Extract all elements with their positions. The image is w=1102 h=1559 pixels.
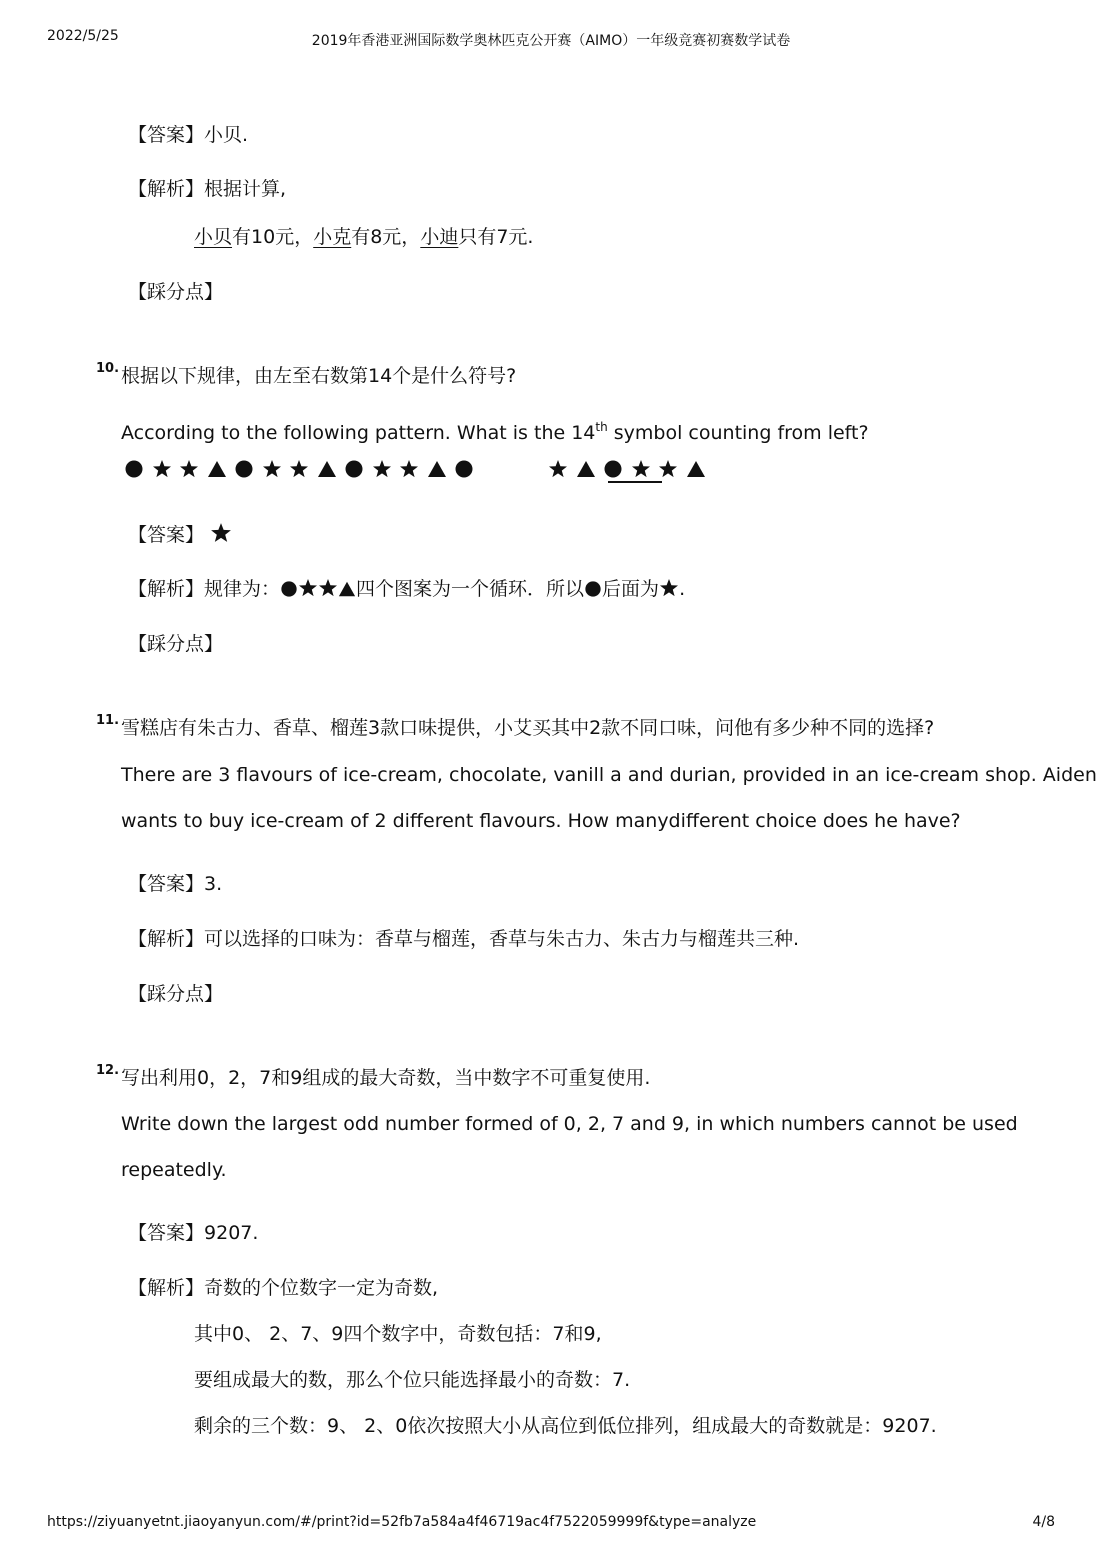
star-icon — [658, 459, 678, 479]
circle-icon — [454, 459, 474, 479]
q12-analysis-step-1: 其中0、 2、7、9四个数字中，奇数包括：7和9, — [194, 1323, 602, 1345]
answer-label: 【答案】 — [128, 524, 205, 546]
q12-answer-text: 9207. — [204, 1222, 259, 1244]
q10-points-line — [128, 632, 223, 656]
q10-en-part1: According to the following pattern. What is the 14 — [121, 422, 596, 444]
star-icon — [289, 459, 309, 479]
question-number: 10. — [96, 361, 120, 376]
q11-answer-line — [128, 872, 222, 896]
points-label: 【踩分点】 — [128, 983, 224, 1005]
q11-analysis-text: 可以选择的口味为：香草与榴莲，香草与朱古力、朱古力与榴莲共三种. — [204, 928, 800, 950]
q12-answer-line — [128, 1221, 258, 1245]
q10-analysis-2: 四个图案为一个循环．所以 — [356, 578, 585, 600]
answer-label: 【答案】 — [128, 873, 205, 895]
circle-icon — [584, 580, 602, 598]
q12-question-en-2: repeatedly. — [121, 1159, 227, 1181]
q9-analysis-text: 根据计算, — [204, 178, 287, 200]
q10-question-en — [121, 415, 869, 445]
q9-analysis-line — [128, 177, 286, 201]
star-icon — [298, 578, 318, 598]
document-title: 2019年香港亚洲国际数学奥林匹克公开赛（AIMO）一年级竞赛初赛数学试卷 — [311, 33, 791, 49]
q9-detail-3: 只有7元. — [458, 226, 534, 248]
circle-icon — [124, 459, 144, 479]
analysis-label: 【解析】 — [128, 178, 205, 200]
circle-icon — [344, 459, 364, 479]
triangle-icon — [207, 459, 227, 479]
triangle-icon — [338, 580, 356, 598]
star-icon — [372, 459, 392, 479]
q10-en-sup: th — [595, 420, 608, 434]
star-icon — [631, 459, 651, 479]
q9-detail-1: 有10元， — [232, 226, 314, 248]
q12-analysis-step-2: 要组成最大的数，那么个位只能选择最小的奇数：7. — [194, 1369, 631, 1391]
q10-analysis-1: 规律为： — [204, 578, 281, 600]
q12-analysis-text: 奇数的个位数字一定为奇数, — [204, 1277, 439, 1299]
q9-detail-2: 有8元， — [351, 226, 421, 248]
star-icon — [262, 459, 282, 479]
name-xiaoke: 小克 — [313, 226, 352, 248]
analysis-label: 【解析】 — [128, 1277, 205, 1299]
q12-analysis-line — [128, 1276, 438, 1300]
page-number: 4/8 — [1032, 1514, 1055, 1530]
q11-answer-text: 3. — [204, 873, 223, 895]
analysis-label: 【解析】 — [128, 928, 205, 950]
triangle-icon — [317, 459, 337, 479]
answer-label: 【答案】 — [128, 1222, 205, 1244]
triangle-icon — [576, 459, 596, 479]
star-icon — [548, 459, 568, 479]
question-number: 12. — [96, 1063, 120, 1078]
q11-points-line — [128, 982, 223, 1006]
circle-icon — [603, 459, 623, 479]
footer-url: https://ziyuanyetnt.jiaoyanyun.com/#/print?id=52fb7a584a4f46719ac4f7522059999f&type=analyze — [47, 1514, 757, 1530]
circle-icon — [234, 459, 254, 479]
answer-label: 【答案】 — [128, 124, 205, 146]
q10-analysis-line — [128, 577, 685, 601]
q12-question-cn: 写出利用0，2，7和9组成的最大奇数，当中数字不可重复使用. — [121, 1067, 651, 1089]
q10-answer-line — [128, 522, 232, 547]
analysis-label: 【解析】 — [128, 578, 205, 600]
question-number: 11. — [96, 713, 120, 728]
name-xiaobei: 小贝 — [194, 226, 233, 248]
star-icon — [152, 459, 172, 479]
q11-question-en-1: There are 3 flavours of ice-cream, chocolate, vanill a and durian, provided in an ice-cream shop. Aiden — [121, 764, 1097, 786]
triangle-icon — [427, 459, 447, 479]
star-icon — [659, 578, 679, 598]
q12-analysis-step-3: 剩余的三个数：9、 2、0依次按照大小从高位到低位排列，组成最大的奇数就是：9207. — [194, 1415, 937, 1437]
q10-analysis-3: 后面为 — [602, 578, 660, 600]
star-icon — [399, 459, 419, 479]
q9-points-line — [128, 280, 223, 304]
q9-answer-line — [128, 123, 248, 147]
name-xiaodi: 小迪 — [420, 226, 459, 248]
points-label: 【踩分点】 — [128, 281, 224, 303]
q10-en-part2: symbol counting from left? — [607, 422, 869, 444]
q10-question-cn: 根据以下规律，由左至右数第14个是什么符号? — [121, 365, 517, 387]
q9-analysis-detail — [194, 225, 533, 249]
sequence-blank — [608, 481, 662, 483]
points-label: 【踩分点】 — [128, 633, 224, 655]
header-date: 2022/5/25 — [47, 28, 119, 44]
q12-question-en-1: Write down the largest odd number formed of 0, 2, 7 and 9, in which numbers cannot be used — [121, 1113, 1018, 1135]
q11-analysis-line — [128, 927, 799, 951]
star-icon — [179, 459, 199, 479]
circle-icon — [280, 580, 298, 598]
q9-answer-text: 小贝. — [204, 124, 249, 146]
q11-question-cn: 雪糕店有朱古力、香草、榴莲3款口味提供，小艾买其中2款不同口味，问他有多少种不同的选择? — [121, 717, 935, 739]
star-icon — [210, 522, 232, 544]
star-icon — [318, 578, 338, 598]
triangle-icon — [686, 459, 706, 479]
q11-question-en-2: wants to buy ice-cream of 2 different flavours. How manydifferent choice does he have? — [121, 810, 961, 832]
q10-analysis-4: . — [679, 578, 686, 600]
